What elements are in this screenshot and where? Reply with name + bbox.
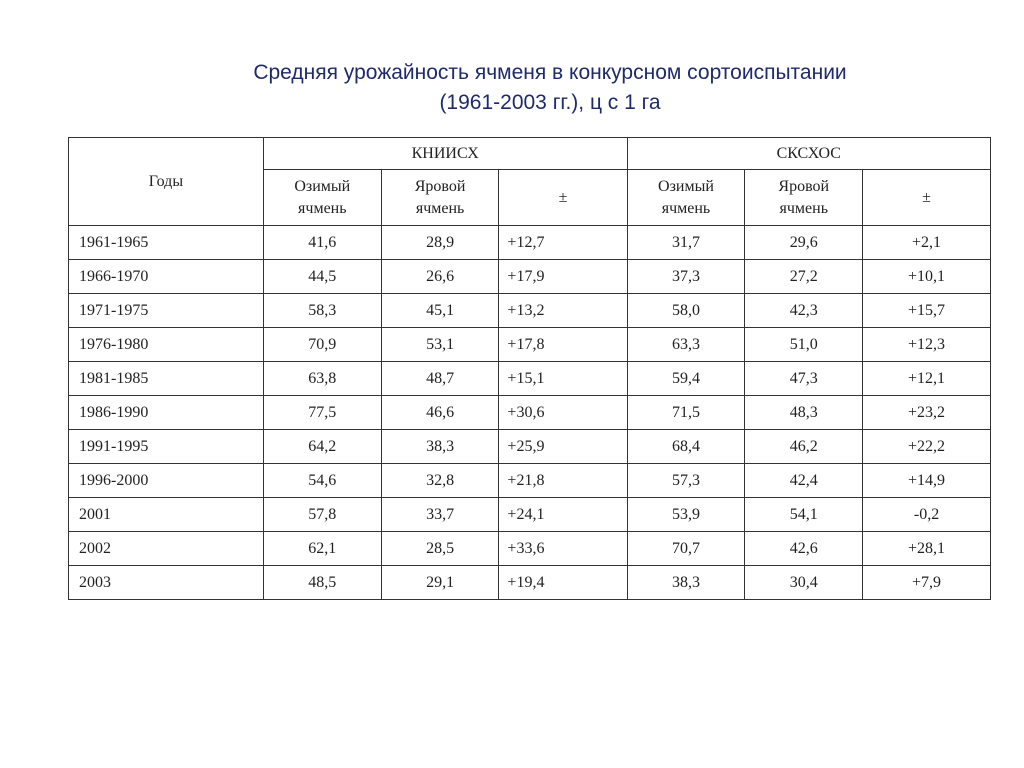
cell-kniiskh-diff: +21,8: [499, 464, 627, 498]
cell-skskhos-winter: 70,7: [627, 532, 745, 566]
cell-kniiskh-winter: 57,8: [263, 498, 381, 532]
group-header-skskhos: СКСХОС: [627, 138, 990, 170]
cell-kniiskh-spring: 45,1: [381, 294, 499, 328]
cell-skskhos-spring: 48,3: [745, 396, 863, 430]
table-row: [69, 260, 991, 294]
cell-kniiskh-diff: +13,2: [499, 294, 627, 328]
cell-kniiskh-winter: 63,8: [263, 362, 381, 396]
cell-skskhos-diff: +22,2: [863, 430, 991, 464]
cell-skskhos-spring: 42,6: [745, 532, 863, 566]
cell-skskhos-winter: 59,4: [627, 362, 745, 396]
cell-kniiskh-diff: +33,6: [499, 532, 627, 566]
cell-kniiskh-diff: +17,8: [499, 328, 627, 362]
cell-kniiskh-spring: 33,7: [381, 498, 499, 532]
cell-kniiskh-winter: 44,5: [263, 260, 381, 294]
cell-skskhos-diff: +15,7: [863, 294, 991, 328]
table-row: [69, 362, 991, 396]
cell-kniiskh-diff: +24,1: [499, 498, 627, 532]
title-line-1: Средняя урожайность ячменя в конкурсном сортоиспытании: [253, 61, 847, 84]
cell-skskhos-winter: 31,7: [627, 226, 745, 260]
cell-years: 1991-1995: [69, 430, 264, 464]
cell-kniiskh-diff: +25,9: [499, 430, 627, 464]
cell-kniiskh-diff: +19,4: [499, 566, 627, 600]
subheader-text: Яровой: [778, 177, 830, 195]
table-body: [69, 226, 991, 600]
cell-skskhos-spring: 29,6: [745, 226, 863, 260]
cell-skskhos-spring: 46,2: [745, 430, 863, 464]
cell-skskhos-diff: -0,2: [863, 498, 991, 532]
cell-skskhos-diff: +14,9: [863, 464, 991, 498]
group-header-kniiskh: КНИИСХ: [263, 138, 627, 170]
cell-skskhos-spring: 42,3: [745, 294, 863, 328]
table-header-row: [69, 138, 991, 170]
subheader-text: ячмень: [415, 199, 465, 217]
subheader-text: Яровой: [414, 177, 466, 195]
cell-years: 1981-1985: [69, 362, 264, 396]
subheader-difference: ±: [863, 170, 991, 226]
table-row: [69, 294, 991, 328]
page-title: [150, 58, 950, 118]
cell-kniiskh-spring: 28,5: [381, 532, 499, 566]
table-row: [69, 532, 991, 566]
cell-skskhos-spring: 30,4: [745, 566, 863, 600]
cell-skskhos-diff: +23,2: [863, 396, 991, 430]
cell-skskhos-spring: 47,3: [745, 362, 863, 396]
cell-skskhos-diff: +7,9: [863, 566, 991, 600]
cell-years: 1976-1980: [69, 328, 264, 362]
cell-kniiskh-spring: 46,6: [381, 396, 499, 430]
cell-skskhos-diff: +12,1: [863, 362, 991, 396]
cell-kniiskh-spring: 53,1: [381, 328, 499, 362]
cell-skskhos-winter: 57,3: [627, 464, 745, 498]
cell-years: 2001: [69, 498, 264, 532]
cell-skskhos-diff: +12,3: [863, 328, 991, 362]
cell-kniiskh-winter: 64,2: [263, 430, 381, 464]
table-row: [69, 464, 991, 498]
subheader-text: Озимый: [658, 177, 714, 195]
cell-kniiskh-winter: 48,5: [263, 566, 381, 600]
cell-kniiskh-spring: 28,9: [381, 226, 499, 260]
cell-kniiskh-diff: +17,9: [499, 260, 627, 294]
subheader-text: ячмень: [661, 199, 711, 217]
cell-skskhos-winter: 38,3: [627, 566, 745, 600]
cell-kniiskh-winter: 58,3: [263, 294, 381, 328]
cell-kniiskh-winter: 62,1: [263, 532, 381, 566]
subheader-winter-barley: [627, 170, 745, 226]
cell-skskhos-winter: 63,3: [627, 328, 745, 362]
cell-skskhos-diff: +28,1: [863, 532, 991, 566]
cell-years: 1971-1975: [69, 294, 264, 328]
subheader-winter-barley: [263, 170, 381, 226]
yield-table: [68, 137, 991, 600]
cell-years: 1986-1990: [69, 396, 264, 430]
cell-skskhos-spring: 51,0: [745, 328, 863, 362]
cell-years: 1961-1965: [69, 226, 264, 260]
cell-kniiskh-spring: 32,8: [381, 464, 499, 498]
subheader-text: ячмень: [298, 199, 347, 217]
years-header: Годы: [69, 138, 264, 226]
cell-years: 2002: [69, 532, 264, 566]
table-row: [69, 226, 991, 260]
subheader-difference: ±: [499, 170, 627, 226]
subheader-text: Озимый: [294, 177, 351, 195]
table-row: [69, 430, 991, 464]
cell-years: 2003: [69, 566, 264, 600]
cell-skskhos-winter: 37,3: [627, 260, 745, 294]
cell-kniiskh-winter: 77,5: [263, 396, 381, 430]
cell-kniiskh-diff: +30,6: [499, 396, 627, 430]
title-line-2: (1961-2003 гг.), ц с 1 га: [439, 91, 661, 114]
table-row: [69, 566, 991, 600]
subheader-text: ячмень: [779, 199, 828, 217]
cell-kniiskh-winter: 70,9: [263, 328, 381, 362]
cell-skskhos-diff: +2,1: [863, 226, 991, 260]
cell-kniiskh-winter: 41,6: [263, 226, 381, 260]
cell-kniiskh-diff: +12,7: [499, 226, 627, 260]
cell-skskhos-winter: 58,0: [627, 294, 745, 328]
cell-years: 1996-2000: [69, 464, 264, 498]
cell-skskhos-winter: 53,9: [627, 498, 745, 532]
cell-kniiskh-spring: 38,3: [381, 430, 499, 464]
table-row: [69, 328, 991, 362]
cell-skskhos-winter: 68,4: [627, 430, 745, 464]
cell-kniiskh-spring: 48,7: [381, 362, 499, 396]
cell-kniiskh-winter: 54,6: [263, 464, 381, 498]
cell-years: 1966-1970: [69, 260, 264, 294]
cell-kniiskh-diff: +15,1: [499, 362, 627, 396]
table-row: [69, 498, 991, 532]
cell-kniiskh-spring: 26,6: [381, 260, 499, 294]
subheader-spring-barley: [381, 170, 499, 226]
cell-skskhos-diff: +10,1: [863, 260, 991, 294]
cell-kniiskh-spring: 29,1: [381, 566, 499, 600]
cell-skskhos-winter: 71,5: [627, 396, 745, 430]
cell-skskhos-spring: 42,4: [745, 464, 863, 498]
subheader-spring-barley: [745, 170, 863, 226]
cell-skskhos-spring: 27,2: [745, 260, 863, 294]
cell-skskhos-spring: 54,1: [745, 498, 863, 532]
table-row: [69, 396, 991, 430]
